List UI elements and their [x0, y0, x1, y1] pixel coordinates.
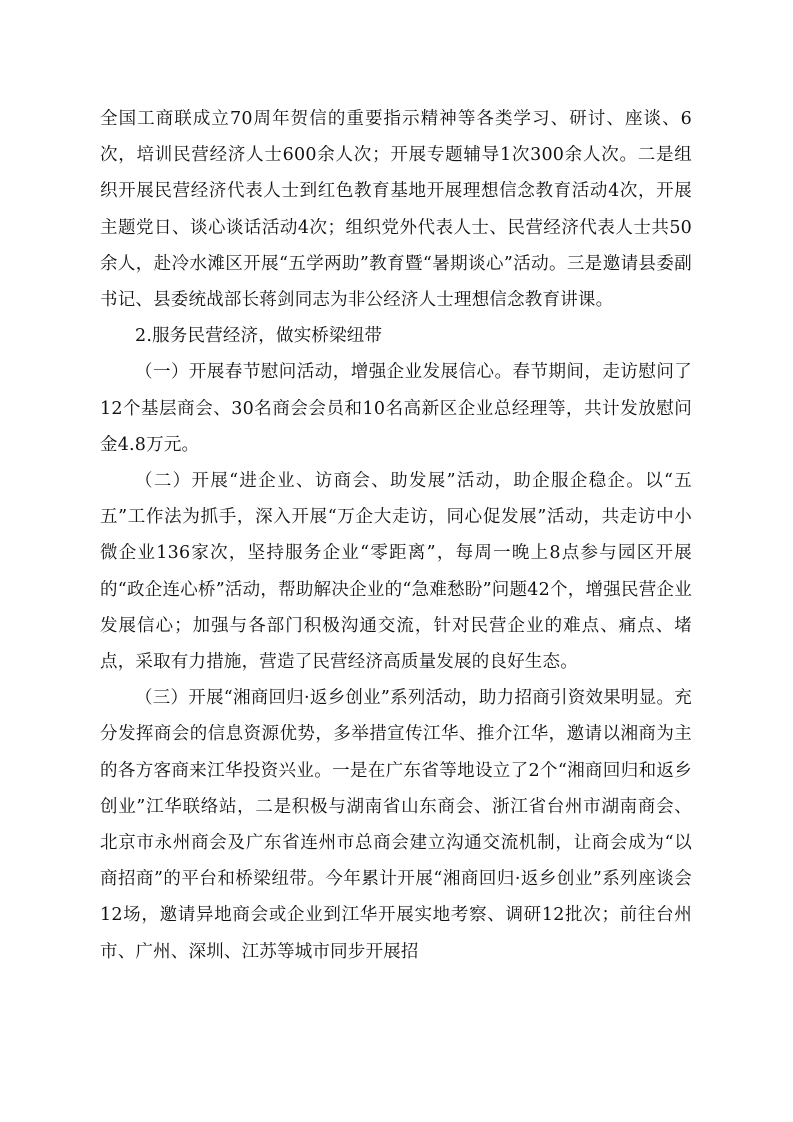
- paragraph-hunan-merchants: （三）开展“湘商回归·返乡创业”系列活动，助力招商引资效果明显。充分发挥商会的信息资源优势，多举措宣传江华、推介江华，邀请以湘商为主的各方客商来江华投资兴业。一是在广东省等地设立了2个“湘商回归和返乡创业”江华联络站，二是积极与湖南省山东商会、浙江省台州市湖南商会、北京市永州商会及广东省连州市总商会建立沟通交流机制，让商会成为“以商招商”的平台和桥梁纽带。今年累计开展“湘商回归·返乡创业”系列座谈会12场，邀请异地商会或企业到江华开展实地考察、调研12批次；前往台州市、广州、深圳、江苏等城市同步开展招: [100, 688, 692, 962]
- paragraph-enterprise-visits: （二）开展“进企业、访商会、助发展”活动，助企服企稳企。以“五五”工作法为抓手，深入开展“万企大走访，同心促发展”活动，共走访中小微企业136家次，坚持服务企业“零距离”，每周一晚上8点参与园区开展的“政企连心桥”活动，帮助解决企业的“急难愁盼”问题42个，增强民营企业发展信心；加强与各部门积极沟通交流，针对民营企业的难点、痛点、堵点，采取有力措施，营造了民营经济高质量发展的良好生态。: [100, 471, 692, 673]
- paragraph-continued: 全国工商联成立70周年贺信的重要指示精神等各类学习、研讨、座谈、6次，培训民营经济人士600余人次；开展专题辅导1次300余人次。二是组织开展民营经济代表人士到红色教育基地开展理想信念教育活动4次，开展主题党日、谈心谈话活动4次；组织党外代表人士、民营经济代表人士共50余人，赴冷水滩区开展“五学两助”教育暨“暑期谈心”活动。三是邀请县委副书记、县委统战部长蒋剑同志为非公经济人士理想信念教育讲课。: [100, 109, 692, 311]
- paragraph-spring-festival: （一）开展春节慰问活动，增强企业发展信心。春节期间，走访慰问了12个基层商会、30名商会会员和10名高新区企业总经理等，共计发放慰问金4.8万元。: [100, 362, 692, 455]
- document-body: [100, 101, 692, 970]
- section-heading: 2.服务民营经济，做实桥梁纽带: [135, 326, 383, 347]
